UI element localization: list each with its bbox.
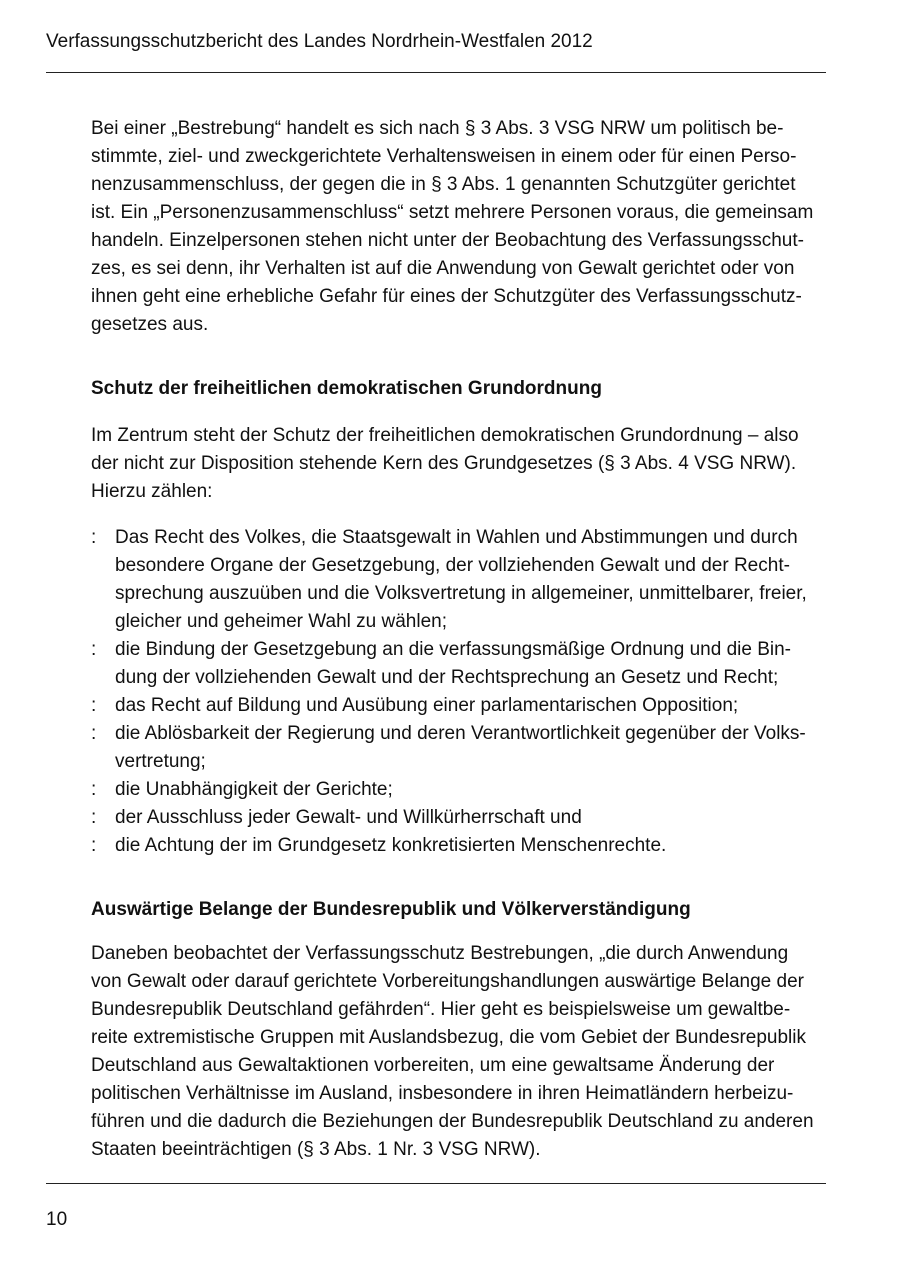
text-line: von Gewalt oder darauf gerichtete Vorbereitungshandlungen auswärtige Belange der	[91, 971, 804, 992]
list-item	[91, 720, 827, 776]
foreign-paragraph	[91, 940, 827, 1164]
fdgo-paragraph	[91, 422, 827, 506]
bullet-marker: :	[91, 779, 97, 800]
text-line: dung der vollziehenden Gewalt und der Rechtsprechung an Gesetz und Recht;	[115, 667, 779, 688]
list-item	[91, 832, 827, 860]
text-line: ist. Ein „Personenzusammenschluss“ setzt mehrere Personen voraus, die gemeinsam	[91, 202, 814, 223]
text-line: Hierzu zählen:	[91, 481, 213, 502]
text-line: die Bindung der Gesetzgebung an die verfassungsmäßige Ordnung und die Bin-	[115, 639, 791, 660]
text-line: der Ausschluss jeder Gewalt- und Willkürherrschaft und	[115, 807, 582, 828]
text-line: gesetzes aus.	[91, 314, 209, 335]
section-heading-foreign: Auswärtige Belange der Bundesrepublik und Völkerverständigung	[91, 899, 691, 920]
bullet-marker: :	[91, 835, 97, 856]
text-line: die Ablösbarkeit der Regierung und deren Verantwortlichkeit gegenüber der Volks-	[115, 723, 806, 744]
fdgo-list	[91, 524, 827, 860]
text-line: stimmte, ziel- und zweckgerichtete Verhaltensweisen in einem oder für einen Perso-	[91, 146, 797, 167]
text-line: das Recht auf Bildung und Ausübung einer parlamentarischen Opposition;	[115, 695, 739, 716]
section-heading-fdgo: Schutz der freiheitlichen demokratischen Grundordnung	[91, 378, 602, 399]
bullet-marker: :	[91, 639, 97, 660]
text-line: führen und die dadurch die Beziehungen der Bundesrepublik Deutschland zu anderen	[91, 1111, 814, 1132]
text-line: Bundesrepublik Deutschland gefährden“. Hier geht es beispielsweise um gewaltbe-	[91, 999, 791, 1020]
text-line: vertretung;	[115, 751, 206, 772]
list-item	[91, 804, 827, 832]
text-line: reite extremistische Gruppen mit Auslandsbezug, die vom Gebiet der Bundesrepublik	[91, 1027, 806, 1048]
text-line: die Achtung der im Grundgesetz konkretisierten Menschenrechte.	[115, 835, 667, 856]
text-line: zes, es sei denn, ihr Verhalten ist auf die Anwendung von Gewalt gerichtet oder von	[91, 258, 795, 279]
text-line: Deutschland aus Gewaltaktionen vorbereiten, um eine gewaltsame Änderung der	[91, 1055, 775, 1076]
list-item	[91, 692, 827, 720]
bullet-marker: :	[91, 807, 97, 828]
text-line: ihnen geht eine erhebliche Gefahr für eines der Schutzgüter des Verfassungsschutz-	[91, 286, 802, 307]
page-number: 10	[46, 1209, 68, 1230]
text-line: Bei einer „Bestrebung“ handelt es sich nach § 3 Abs. 3 VSG NRW um politisch be-	[91, 118, 784, 139]
list-item	[91, 524, 827, 636]
list-item	[91, 776, 827, 804]
running-header-title: Verfassungsschutzbericht des Landes Nordrhein-Westfalen 2012	[46, 31, 593, 52]
list-item	[91, 636, 827, 692]
text-line: die Unabhängigkeit der Gerichte;	[115, 779, 393, 800]
text-line: Im Zentrum steht der Schutz der freiheitlichen demokratischen Grundordnung – also	[91, 425, 799, 446]
page-body	[91, 115, 827, 1164]
text-line: sprechung auszuüben und die Volksvertretung in allgemeiner, unmittelbarer, freier,	[115, 583, 807, 604]
text-line: der nicht zur Disposition stehende Kern des Grundgesetzes (§ 3 Abs. 4 VSG NRW).	[91, 453, 797, 474]
footer-divider	[46, 1183, 826, 1184]
header-divider	[46, 72, 826, 73]
bullet-marker: :	[91, 695, 97, 716]
text-line: gleicher und geheimer Wahl zu wählen;	[115, 611, 447, 632]
text-line: besondere Organe der Gesetzgebung, der vollziehenden Gewalt und der Recht-	[115, 555, 790, 576]
text-line: Staaten beeinträchtigen (§ 3 Abs. 1 Nr. 3 VSG NRW).	[91, 1139, 541, 1160]
text-line: Das Recht des Volkes, die Staatsgewalt in Wahlen und Abstimmungen und durch	[115, 527, 798, 548]
text-line: politischen Verhältnisse im Ausland, insbesondere in ihren Heimatländern herbeizu-	[91, 1083, 794, 1104]
text-line: nenzusammenschluss, der gegen die in § 3 Abs. 1 genannten Schutzgüter gerichtet	[91, 174, 796, 195]
intro-paragraph	[91, 115, 827, 339]
text-line: Daneben beobachtet der Verfassungsschutz Bestrebungen, „die durch Anwendung	[91, 943, 789, 964]
bullet-marker: :	[91, 527, 97, 548]
bullet-marker: :	[91, 723, 97, 744]
text-line: handeln. Einzelpersonen stehen nicht unter der Beobachtung des Verfassungsschut-	[91, 230, 804, 251]
